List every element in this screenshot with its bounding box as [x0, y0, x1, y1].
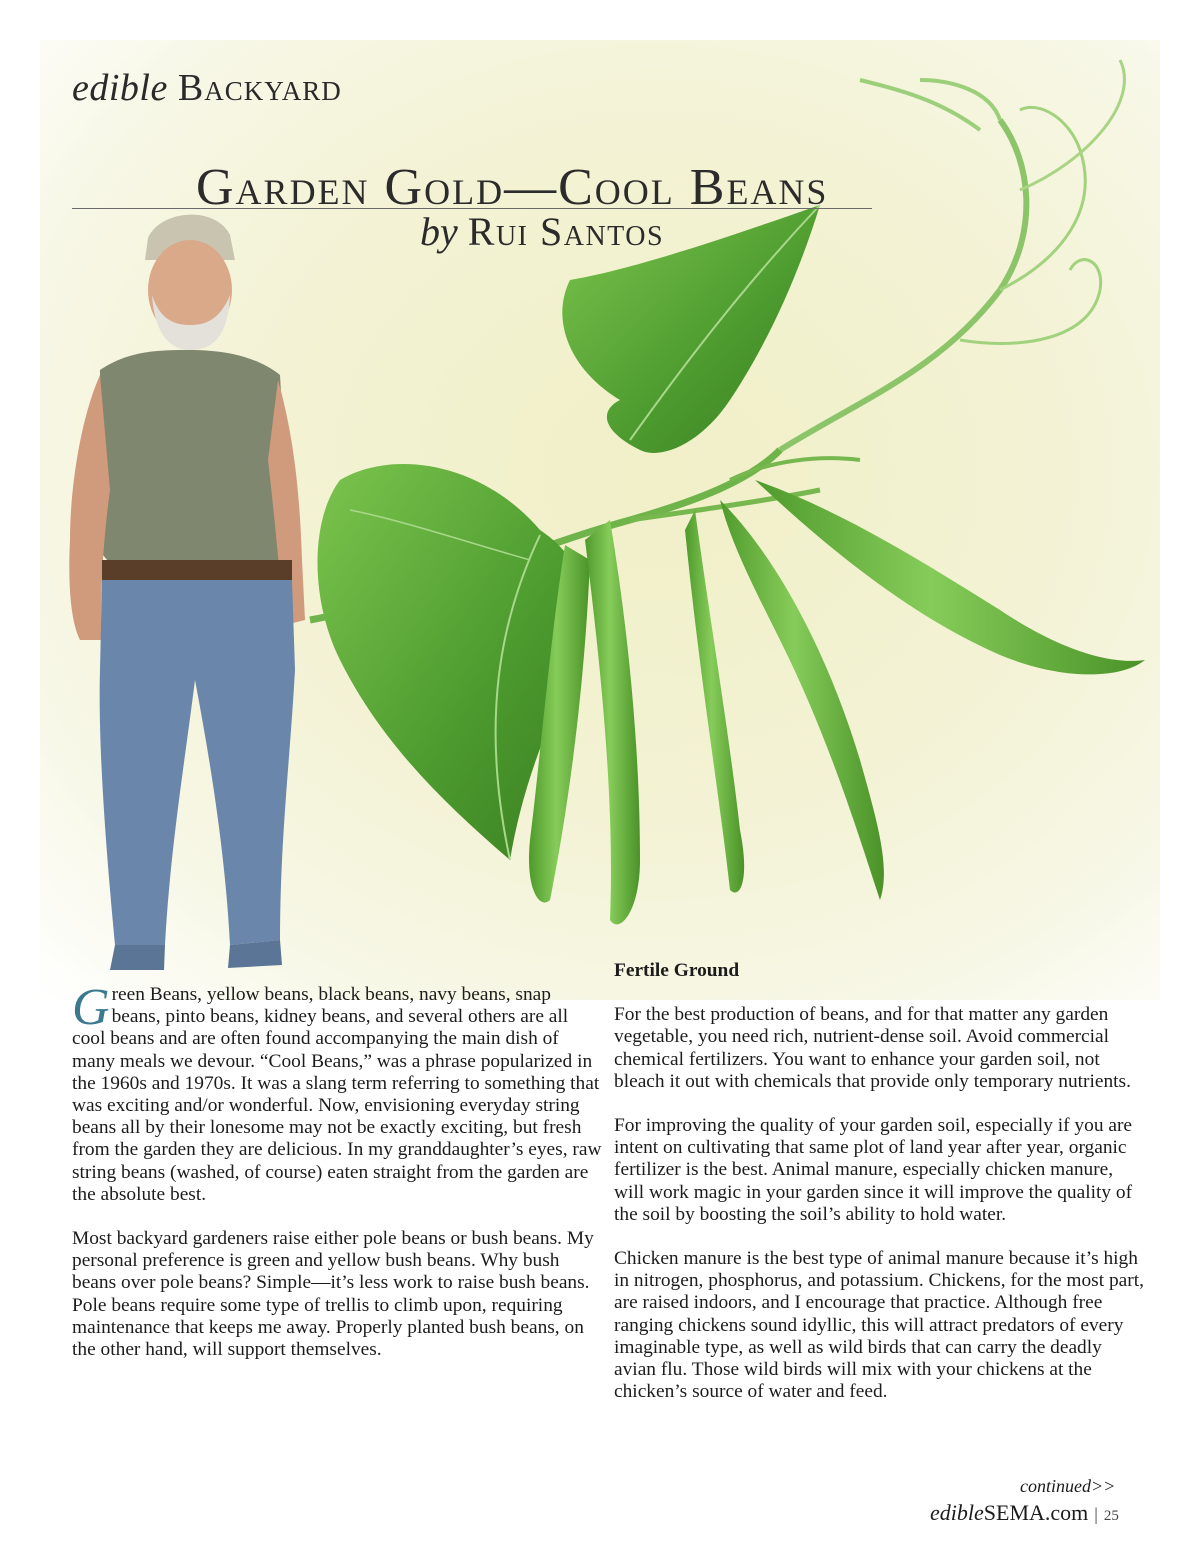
paragraph: Most backyard gardeners raise either pole beans or bush beans. My personal preference is green and yellow bush beans. Why bush beans over pole beans? Simple—it’s less work to raise bush beans. Pole beans require some type of trellis to climb upon, requiring maintenance that keeps me away. Properly planted bush beans, on the other hand, will support themselves. [72, 1228, 594, 1361]
page-footer [930, 1500, 1119, 1526]
article-title: Garden Gold—Cool Beans [196, 159, 829, 216]
paragraph-text: reen Beans, yellow beans, black beans, navy beans, snap beans, pinto beans, kidney beans, and several others are all cool beans and are often found accompanying the main dish of many meals we devour. “Cool Beans,” was a phrase popularized in the 1960s and 1970s. It was a slang term referring to something that was exciting and/or wonderful. Now, envisioning everyday string beans all by their lonesome may not be exactly exciting, but fresh from the garden they are delicious. In my granddaughter’s eyes, raw string beans (washed, of course) eaten straight from the garden are the absolute best. [72, 984, 602, 1205]
paragraph: Chicken manure is the best type of animal manure because it’s high in nitrogen, phosphorus, and potassium. Chickens, for the most part, are raised indoors, and I encourage that practice. Although free ranging chickens sound idyllic, this will attract predators of every imaginable type, as well as wild birds that can carry the deadly avian flu. Those wild birds will mix with your chickens at the chicken’s source of water and feed. [614, 1248, 1144, 1403]
subheading: Fertile Ground [614, 960, 740, 981]
byline-prefix: by [420, 209, 458, 254]
byline [420, 208, 664, 255]
drop-cap: G [72, 979, 110, 1036]
page-number: 25 [1103, 1508, 1119, 1524]
footer-separator: | [1094, 1504, 1098, 1524]
right-column [614, 960, 1144, 1425]
section-prefix: edible [72, 67, 168, 109]
section-name: Backyard [177, 67, 342, 109]
paragraph [72, 979, 602, 1206]
left-column [72, 979, 602, 1383]
paragraph: For improving the quality of your garden soil, especially if you are intent on cultivating that same plot of land year after year, organic fertilizer is the best. Animal manure, especially chicken manure, will work magic in your garden since it will improve the quality of the soil by boosting the soil’s ability to hold water. [614, 1115, 1133, 1225]
site-prefix: edible [930, 1500, 984, 1525]
author-name: Rui Santos [467, 209, 665, 254]
section-label [72, 66, 342, 110]
gardener-photo [40, 200, 330, 990]
site-name: SEMA.com [983, 1500, 1089, 1525]
continued-marker: continued>> [1020, 1476, 1116, 1496]
paragraph: For the best production of beans, and for that matter any garden vegetable, you need rich, nutrient-dense soil. Avoid commercial chemical fertilizers. You want to enhance your garden soil, not bleach it out with chemicals that provide only temporary nutrients. [614, 1004, 1131, 1092]
